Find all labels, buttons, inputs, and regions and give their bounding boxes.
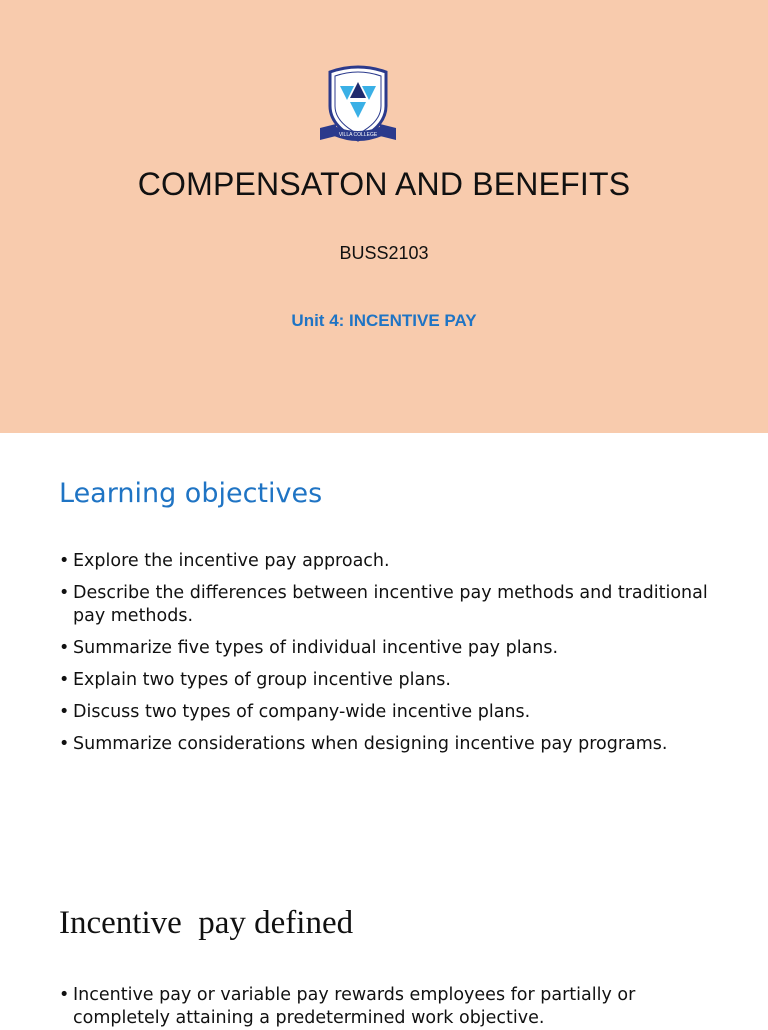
definition-heading: Incentive pay defined — [59, 905, 354, 941]
logo-wordmark: VILLA COLLEGE — [338, 132, 378, 138]
definition-list — [59, 984, 719, 1030]
objectives-heading: Learning objectives — [59, 478, 323, 509]
objectives-list — [59, 550, 719, 765]
list-item: • Discuss two types of company-wide incentive plans. — [59, 702, 531, 722]
unit-title: Unit 4: INCENTIVE PAY — [291, 311, 477, 330]
presentation-title: COMPENSATON AND BENEFITS — [137, 166, 631, 202]
course-code: BUSS2103 — [339, 243, 429, 263]
list-item: • Explore the incentive pay approach. — [59, 551, 390, 571]
list-item: • Describe the differences between incentive pay methods and traditional pay methods. — [59, 583, 708, 626]
list-item: • Explain two types of group incentive plans. — [59, 670, 451, 690]
list-item: • Incentive pay or variable pay rewards employees for partially or completely attaining a predetermined work objective. — [59, 985, 636, 1028]
list-item: • Summarize five types of individual incentive pay plans. — [59, 638, 559, 658]
college-logo — [316, 62, 400, 148]
list-item: • Summarize considerations when designing incentive pay programs. — [59, 734, 668, 754]
